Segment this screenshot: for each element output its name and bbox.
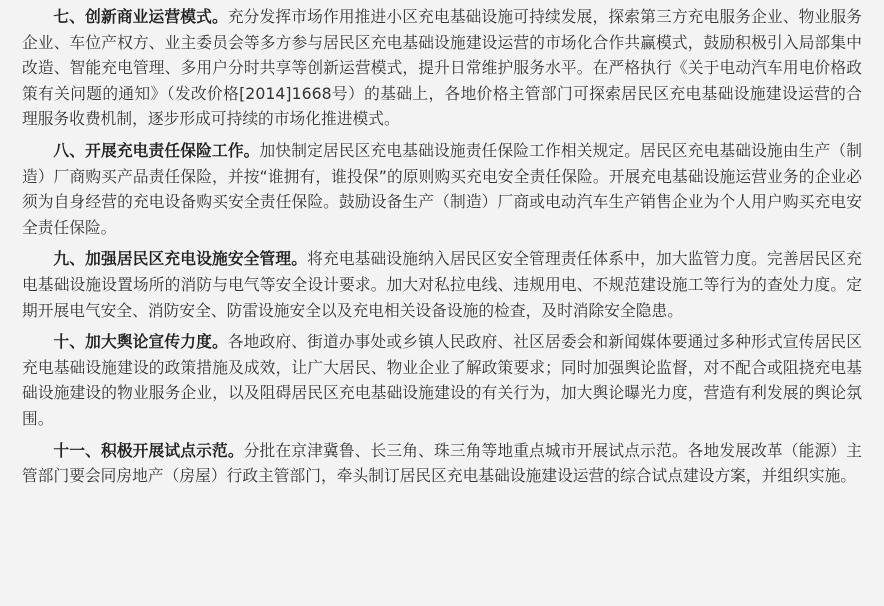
paragraph-10: [22, 329, 862, 431]
paragraph-7: [22, 4, 862, 132]
paragraph-7-heading: 七、创新商业运营模式。: [53, 7, 228, 26]
paragraph-11: [22, 438, 862, 489]
paragraph-9-text: 将充电基础设施纳入居民区安全管理责任体系中，加大监管力度。完善居民区充电基础设施设置场所的消防与电气等安全设计要求。加大对私拉电线、违规用电、不规范建设施工等行为的查处力度。定期开展电气安全、消防安全、防雷设施安全以及充电相关设备设施的检查，及时消除安全隐患。: [22, 249, 862, 320]
paragraph-9: [22, 246, 862, 323]
paragraph-9-heading: 九、加强居民区充电设施安全管理。: [53, 249, 308, 269]
paragraph-10-heading: 十、加大舆论宣传力度。: [53, 332, 228, 352]
paragraph-11-text: 分批在京津冀鲁、长三角、珠三角等地重点城市开展试点示范。各地发展改革（能源）主管部门要会同房地产（房屋）行政主管部门，牵头制订居民区充电基础设施建设运营的综合试点建设方案，并组织实施。: [22, 440, 862, 486]
paragraph-7-text: 充分发挥市场作用推进小区充电基础设施可持续发展，探索第三方充电服务企业、物业服务企业、车位产权方、业主委员会等多方参与居民区充电基础设施建设运营的市场化合作共赢模式，鼓励积极引入局部集中改造、智能充电管理、多用户分时共享等创新运营模式，提升日常维护服务水平。在严格执行《关于电动汽车用电价格政策有关问题的通知》（发改价格[2014]1668号）的基础上，各地价格主管部门可探索居民区充电基础设施建设运营的合理服务收费机制，逐步形成可持续的市场化推进模式。: [22, 7, 862, 129]
paragraph-8: [22, 138, 862, 240]
paragraph-11-heading: 十一、积极开展试点示范。: [53, 440, 244, 460]
paragraph-8-heading: 八、开展充电责任保险工作。: [53, 140, 260, 160]
paragraph-8-text: 加快制定居民区充电基础设施责任保险工作相关规定。居民区充电基础设施由生产（制造）厂商购买产品责任保险，并按“谁拥有，谁投保”的原则购买充电安全责任保险。开展充电基础设施运营业务的企业必须为自身经营的充电设备购买安全责任保险。鼓励设备生产（制造）厂商或电动汽车生产销售企业为个人用户购买充电安全责任保险。: [22, 140, 862, 237]
paragraph-10-text: 各地政府、街道办事处或乡镇人民政府、社区居委会和新闻媒体要通过多种形式宣传居民区充电基础设施建设的政策措施及成效，让广大居民、物业企业了解政策要求；同时加强舆论监督，对不配合或阻挠充电基础设施建设的物业服务企业，以及阻碍居民区充电基础设施建设的有关行为，加大舆论曝光力度，营造有利发展的舆论氛围。: [22, 332, 862, 428]
